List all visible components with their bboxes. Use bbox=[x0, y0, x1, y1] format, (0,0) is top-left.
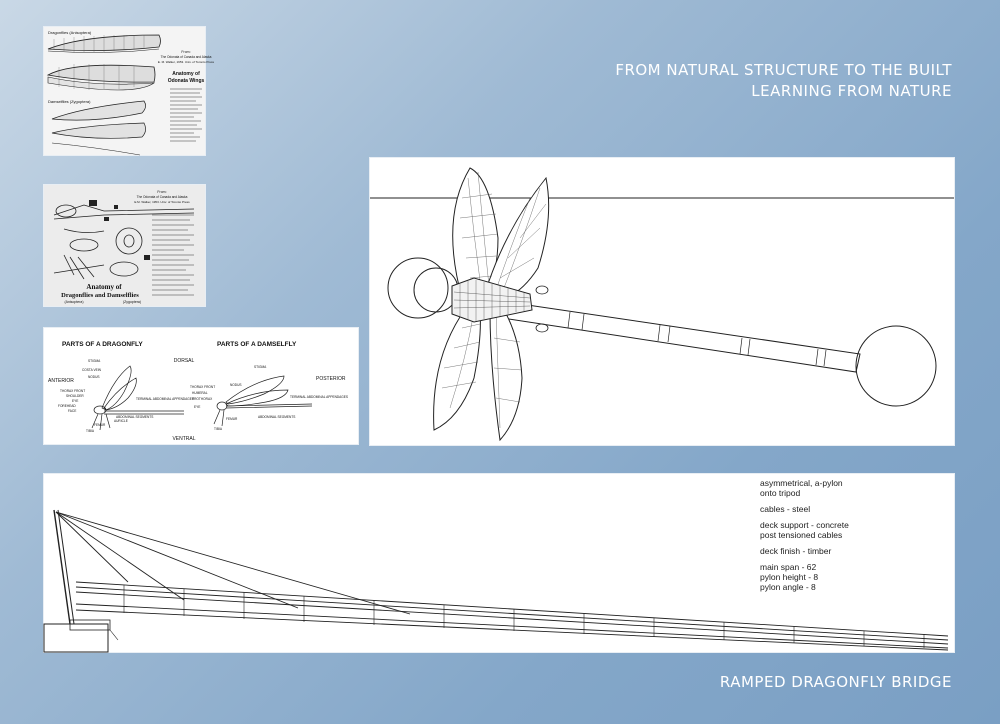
anatomy-title1: Anatomy of bbox=[86, 283, 122, 291]
anatomy-caption-book: The Odonata of Canada and Alaska bbox=[136, 195, 188, 199]
posterior-label: POSTERIOR bbox=[316, 376, 346, 382]
spec-line-9: pylon angle - 8 bbox=[760, 582, 816, 592]
spec-line-2: onto tripod bbox=[760, 488, 801, 498]
title-line-2: LEARNING FROM NATURE bbox=[751, 82, 952, 100]
anatomy-caption-author: E.M. Walker, 1953. Univ. of Toronto Press bbox=[134, 200, 190, 204]
wing-caption-title1: Anatomy of bbox=[172, 71, 200, 77]
anterior-label: ANTERIOR bbox=[48, 378, 74, 384]
body-anatomy-figure bbox=[44, 185, 205, 306]
parts-figure bbox=[44, 328, 358, 444]
left-label-11: ABDOMINAL SEGMENTS bbox=[116, 415, 154, 419]
right-label-1: NODUS bbox=[230, 383, 242, 387]
left-label-2: NODUS bbox=[88, 375, 100, 379]
right-label-6: FEMUR bbox=[226, 417, 238, 421]
ventral-label: VENTRAL bbox=[172, 436, 196, 442]
left-label-6: FOREHEAD bbox=[58, 404, 76, 408]
spec-line-7: main span - 62 bbox=[760, 562, 817, 572]
anatomy-sub-left: (Anisoptera) bbox=[64, 300, 84, 304]
left-label-9: FEMUR bbox=[94, 423, 106, 427]
parts-panel bbox=[44, 328, 358, 444]
left-label-5: EYE bbox=[72, 399, 79, 403]
bridge-plan-panel bbox=[370, 158, 954, 445]
title-line-1: FROM NATURAL STRUCTURE TO THE BUILT bbox=[615, 61, 952, 79]
right-label-5: EYE bbox=[194, 405, 201, 409]
body-anatomy-panel bbox=[44, 185, 205, 306]
anatomy-caption-from: From: bbox=[157, 190, 167, 194]
bridge-specs bbox=[760, 478, 940, 592]
wing-anatomy-figure bbox=[44, 27, 215, 155]
spec-line-8: pylon height - 8 bbox=[760, 572, 819, 582]
wing-label-mid: Damselflies (Zygoptera) bbox=[48, 99, 91, 104]
spec-line-4: deck support - concrete bbox=[760, 520, 849, 530]
left-label-0: STIGMA bbox=[88, 359, 101, 363]
right-label-8: ABDOMINAL SEGMENTS bbox=[258, 415, 296, 419]
left-label-10: AURICLE bbox=[114, 419, 128, 423]
wing-label-top: Dragonflies (Anisoptera) bbox=[48, 30, 92, 35]
right-label-4: PROTHORAX bbox=[192, 397, 213, 401]
bridge-plan-drawing bbox=[370, 158, 954, 445]
sheet-title bbox=[615, 60, 952, 102]
left-label-12: TERMINAL ABDOMINAL APPENDAGES bbox=[136, 397, 195, 401]
spec-line-3: cables - steel bbox=[760, 504, 811, 514]
dorsal-label: DORSAL bbox=[173, 358, 195, 364]
dragonfly-parts-title: PARTS OF A DRAGONFLY bbox=[62, 341, 143, 348]
right-label-3: HUMERAL bbox=[192, 391, 208, 395]
spec-line-1: asymmetrical, a-pylon bbox=[760, 478, 843, 488]
left-label-8: TIBIA bbox=[86, 429, 94, 433]
right-label-7: TIBIA bbox=[214, 427, 222, 431]
wing-anatomy-panel bbox=[44, 27, 215, 155]
bridge-title: RAMPED DRAGONFLY BRIDGE bbox=[719, 673, 952, 691]
right-label-0: STIGMA bbox=[254, 365, 267, 369]
anatomy-title2: Dragonflies and Damselflies bbox=[61, 292, 139, 299]
right-label-2: THORAX FRONT bbox=[190, 385, 216, 389]
wing-caption-title2: Odonata Wings bbox=[167, 78, 205, 84]
right-label-9: TERMINAL ABDOMINAL APPENDAGES bbox=[290, 395, 349, 399]
wing-caption-author: E. M. Walker, 1953. Univ. of Toronto Press bbox=[157, 60, 215, 64]
damselfly-parts-title: PARTS OF A DAMSELFLY bbox=[217, 341, 297, 348]
spec-line-5: post tensioned cables bbox=[760, 530, 843, 540]
wing-caption-book: The Odonata of Canada and Alaska bbox=[160, 55, 212, 59]
left-label-4: SHOULDER bbox=[66, 394, 84, 398]
left-label-3: THORAX FRONT bbox=[60, 389, 86, 393]
left-label-7: FACE bbox=[68, 409, 77, 413]
wing-caption-from: From: bbox=[181, 50, 191, 54]
anatomy-sub-right: (Zygoptera) bbox=[122, 300, 142, 304]
spec-line-6: deck finish - timber bbox=[760, 546, 832, 556]
left-label-1: COSTA VEIN bbox=[82, 368, 101, 372]
